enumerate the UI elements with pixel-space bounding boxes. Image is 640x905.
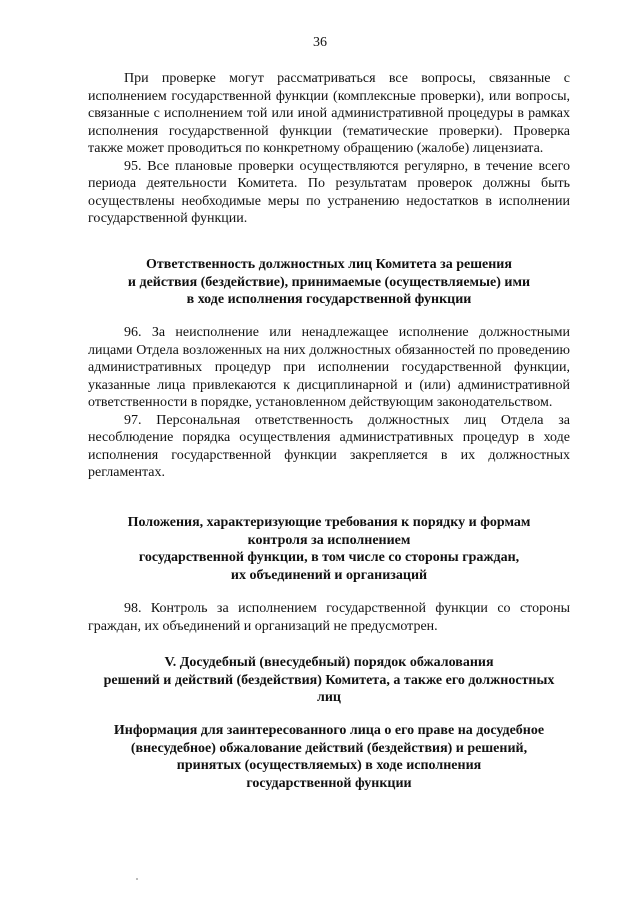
heading-line: их объединений и организаций <box>230 567 428 583</box>
heading-line: лиц <box>317 690 341 705</box>
heading-line: Ответственность должностных лиц Комитета за решения <box>146 257 512 272</box>
heading-section-5 <box>88 654 570 707</box>
heading-line: принятых (осуществляемых) в ходе исполнения <box>176 758 482 773</box>
heading-line: в ходе исполнения государственной функции <box>186 292 472 307</box>
heading-line: V. Досудебный (внесудебный) порядок обжалования <box>164 655 494 670</box>
heading-line: контроля за исполнением <box>247 532 411 548</box>
heading-line: государственной функции, в том числе со стороны граждан, <box>138 550 520 565</box>
paragraph-97: 97. Персональная ответственность должностных лиц Отдела за несоблюдение порядка осуществления административных процедур в ходе исполнения государственной функции закрепляется в их должностных регламентах. <box>88 412 570 480</box>
heading-line: Положения, характеризующие требования к порядку и формам <box>127 515 531 530</box>
heading-control-requirements <box>88 514 570 584</box>
paragraph-98: 98. Контроль за исполнением государственной функции со стороны граждан, их объединений и организаций не предусмотрен. <box>88 601 570 634</box>
heading-line: решений и действий (бездействия) Комитета, а также его должностных <box>103 672 555 688</box>
heading-line: (внесудебное) обжалование действий (бездействия) и решений, <box>130 740 528 756</box>
control-text-block <box>88 600 570 635</box>
heading-official-responsibility <box>88 256 570 309</box>
heading-line: Информация для заинтересованного лица о его праве на досудебное <box>113 723 545 738</box>
scan-speck <box>136 878 138 880</box>
heading-line: государственной функции <box>246 775 412 791</box>
responsibility-text-block <box>88 324 570 482</box>
paragraph-inspection-scope: При проверке могут рассматриваться все вопросы, связанные с исполнением государственной функции (комплексные проверки), или вопросы, связанные с исполнением той или иной административной процедуры в рамках исполнения государственной функции (тематические проверки). Проверка также может проводиться по конкретному обращению (жалобе) лицензиата. <box>88 71 570 156</box>
paragraph-96: 96. За неисполнение или ненадлежащее исполнение должностными лицами Отдела возложенных на них должностных обязанностей по проведению административных процедур при исполнении государственной функции, указанные лица привлекаются к дисциплинарной и (или) административной ответственности в порядке, установленном действующим законодательством. <box>88 325 570 410</box>
page-number: 36 <box>313 35 327 50</box>
heading-line: и действия (бездействие), принимаемые (осуществляемые) ими <box>127 274 531 290</box>
intro-text-block <box>88 70 570 228</box>
paragraph-95: 95. Все плановые проверки осуществляются регулярно, в течение всего периода деятельности Комитета. По результатам проверок должны быть осуществлены необходимые меры по устранению недостатков в исполнении государственной функции. <box>88 158 570 226</box>
heading-information-appeal-right <box>88 722 570 792</box>
